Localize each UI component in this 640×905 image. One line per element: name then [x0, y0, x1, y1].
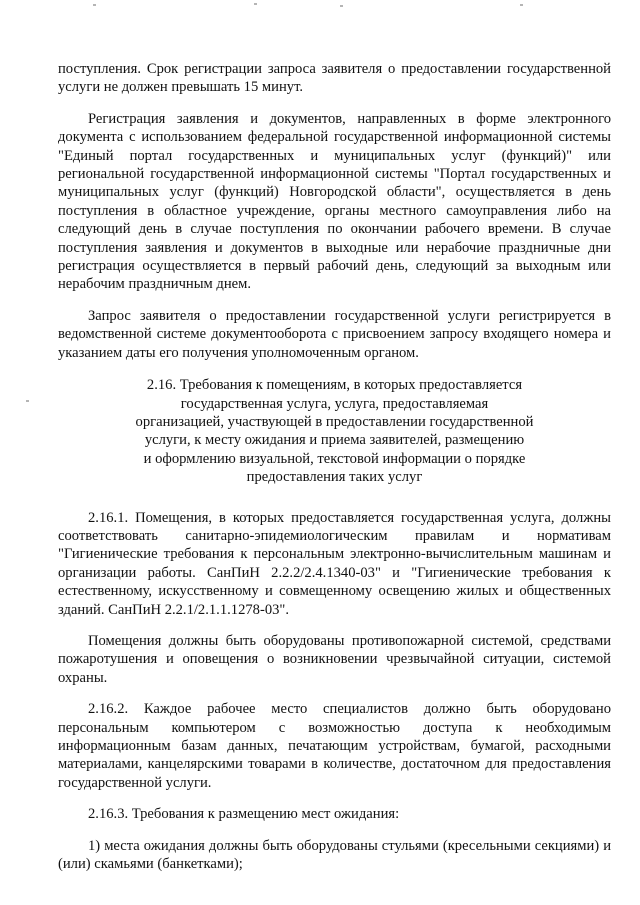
clause-2-16-2: 2.16.2. Каждое рабочее место специалистов должно быть оборудовано персональным компьютером с возможностью доступа к необходимым информационным базам данных, печатающим устройствам, бумагой, расходными материалами, канцелярскими товарами в количестве, достаточном для предоставления государственной услуги.: [58, 701, 611, 791]
section-heading-line: организацией, участвующей в предоставлении государственной: [135, 413, 534, 430]
scan-speck: [254, 3, 257, 5]
scan-speck: [340, 5, 343, 7]
section-heading-line: и оформлению визуальной, текстовой информации о порядке: [143, 450, 526, 467]
document-page: [58, 60, 611, 873]
clause-2-16-3-item-1: 1) места ожидания должны быть оборудованы стульями (кресельными секциями) и (или) скамьями (банкетками);: [58, 837, 611, 873]
paragraph-electronic-registration: Регистрация заявления и документов, направленных в форме электронного документа с использованием федеральной государственной информационной системы "Единый портал государственных и муниципальных услуг (функций)" или региональной государственной информационной системы "Портал государственных и муниципальных услуг (функций) Новгородской области", осуществляется в день поступления в областное учреждение, органы местного самоуправления либо на следующий день в случае поступления по окончании рабочего времени. В случае поступления заявления и документов в выходные или нерабочие праздничные дни регистрация осуществляется в первый рабочий день, следующий за выходным или нерабочим праздничным днем.: [58, 110, 611, 293]
paragraph-registration-time: поступления. Срок регистрации запроса заявителя о предоставлении государственной услуги не должен превышать 15 минут.: [58, 61, 611, 96]
scan-speck: [93, 4, 96, 6]
clause-2-16-1-fire-safety: Помещения должны быть оборудованы противопожарной системой, средствами пожаротушения и оповещения о возникновении чрезвычайной ситуации, системой охраны.: [58, 632, 611, 686]
clause-2-16-3: 2.16.3. Требования к размещению мест ожидания:: [88, 806, 400, 823]
section-heading-2-16: [58, 376, 611, 486]
scan-speck: [26, 400, 29, 402]
section-heading-line: государственная услуга, услуга, предоставляемая: [180, 395, 489, 412]
section-heading-line: 2.16. Требования к помещениям, в которых предоставляется: [146, 377, 523, 394]
scan-speck: [520, 4, 523, 6]
section-heading-line: услуги, к месту ожидания и приема заявителей, размещению: [144, 432, 525, 449]
clause-2-16-1: 2.16.1. Помещения, в которых предоставляется государственная услуга, должны соответствовать санитарно-эпидемиологическим правилам и нормативам "Гигиенические требования к персональным электронно-вычислительным машинам и организации работы. СанПиН 2.2.2/2.4.1340-03" и "Гигиенические требования к естественному, искусственному и совмещенному освещению жилых и общественных зданий. СанПиН 2.2.1/2.1.1.1278-03".: [58, 509, 611, 618]
paragraph-request-registration: Запрос заявителя о предоставлении государственной услуги регистрируется в ведомственной системе документооборота с присвоением запросу входящего номера и указанием даты его получения уполномоченным органом.: [58, 307, 611, 361]
section-heading-line: предоставления таких услуг: [246, 469, 423, 486]
